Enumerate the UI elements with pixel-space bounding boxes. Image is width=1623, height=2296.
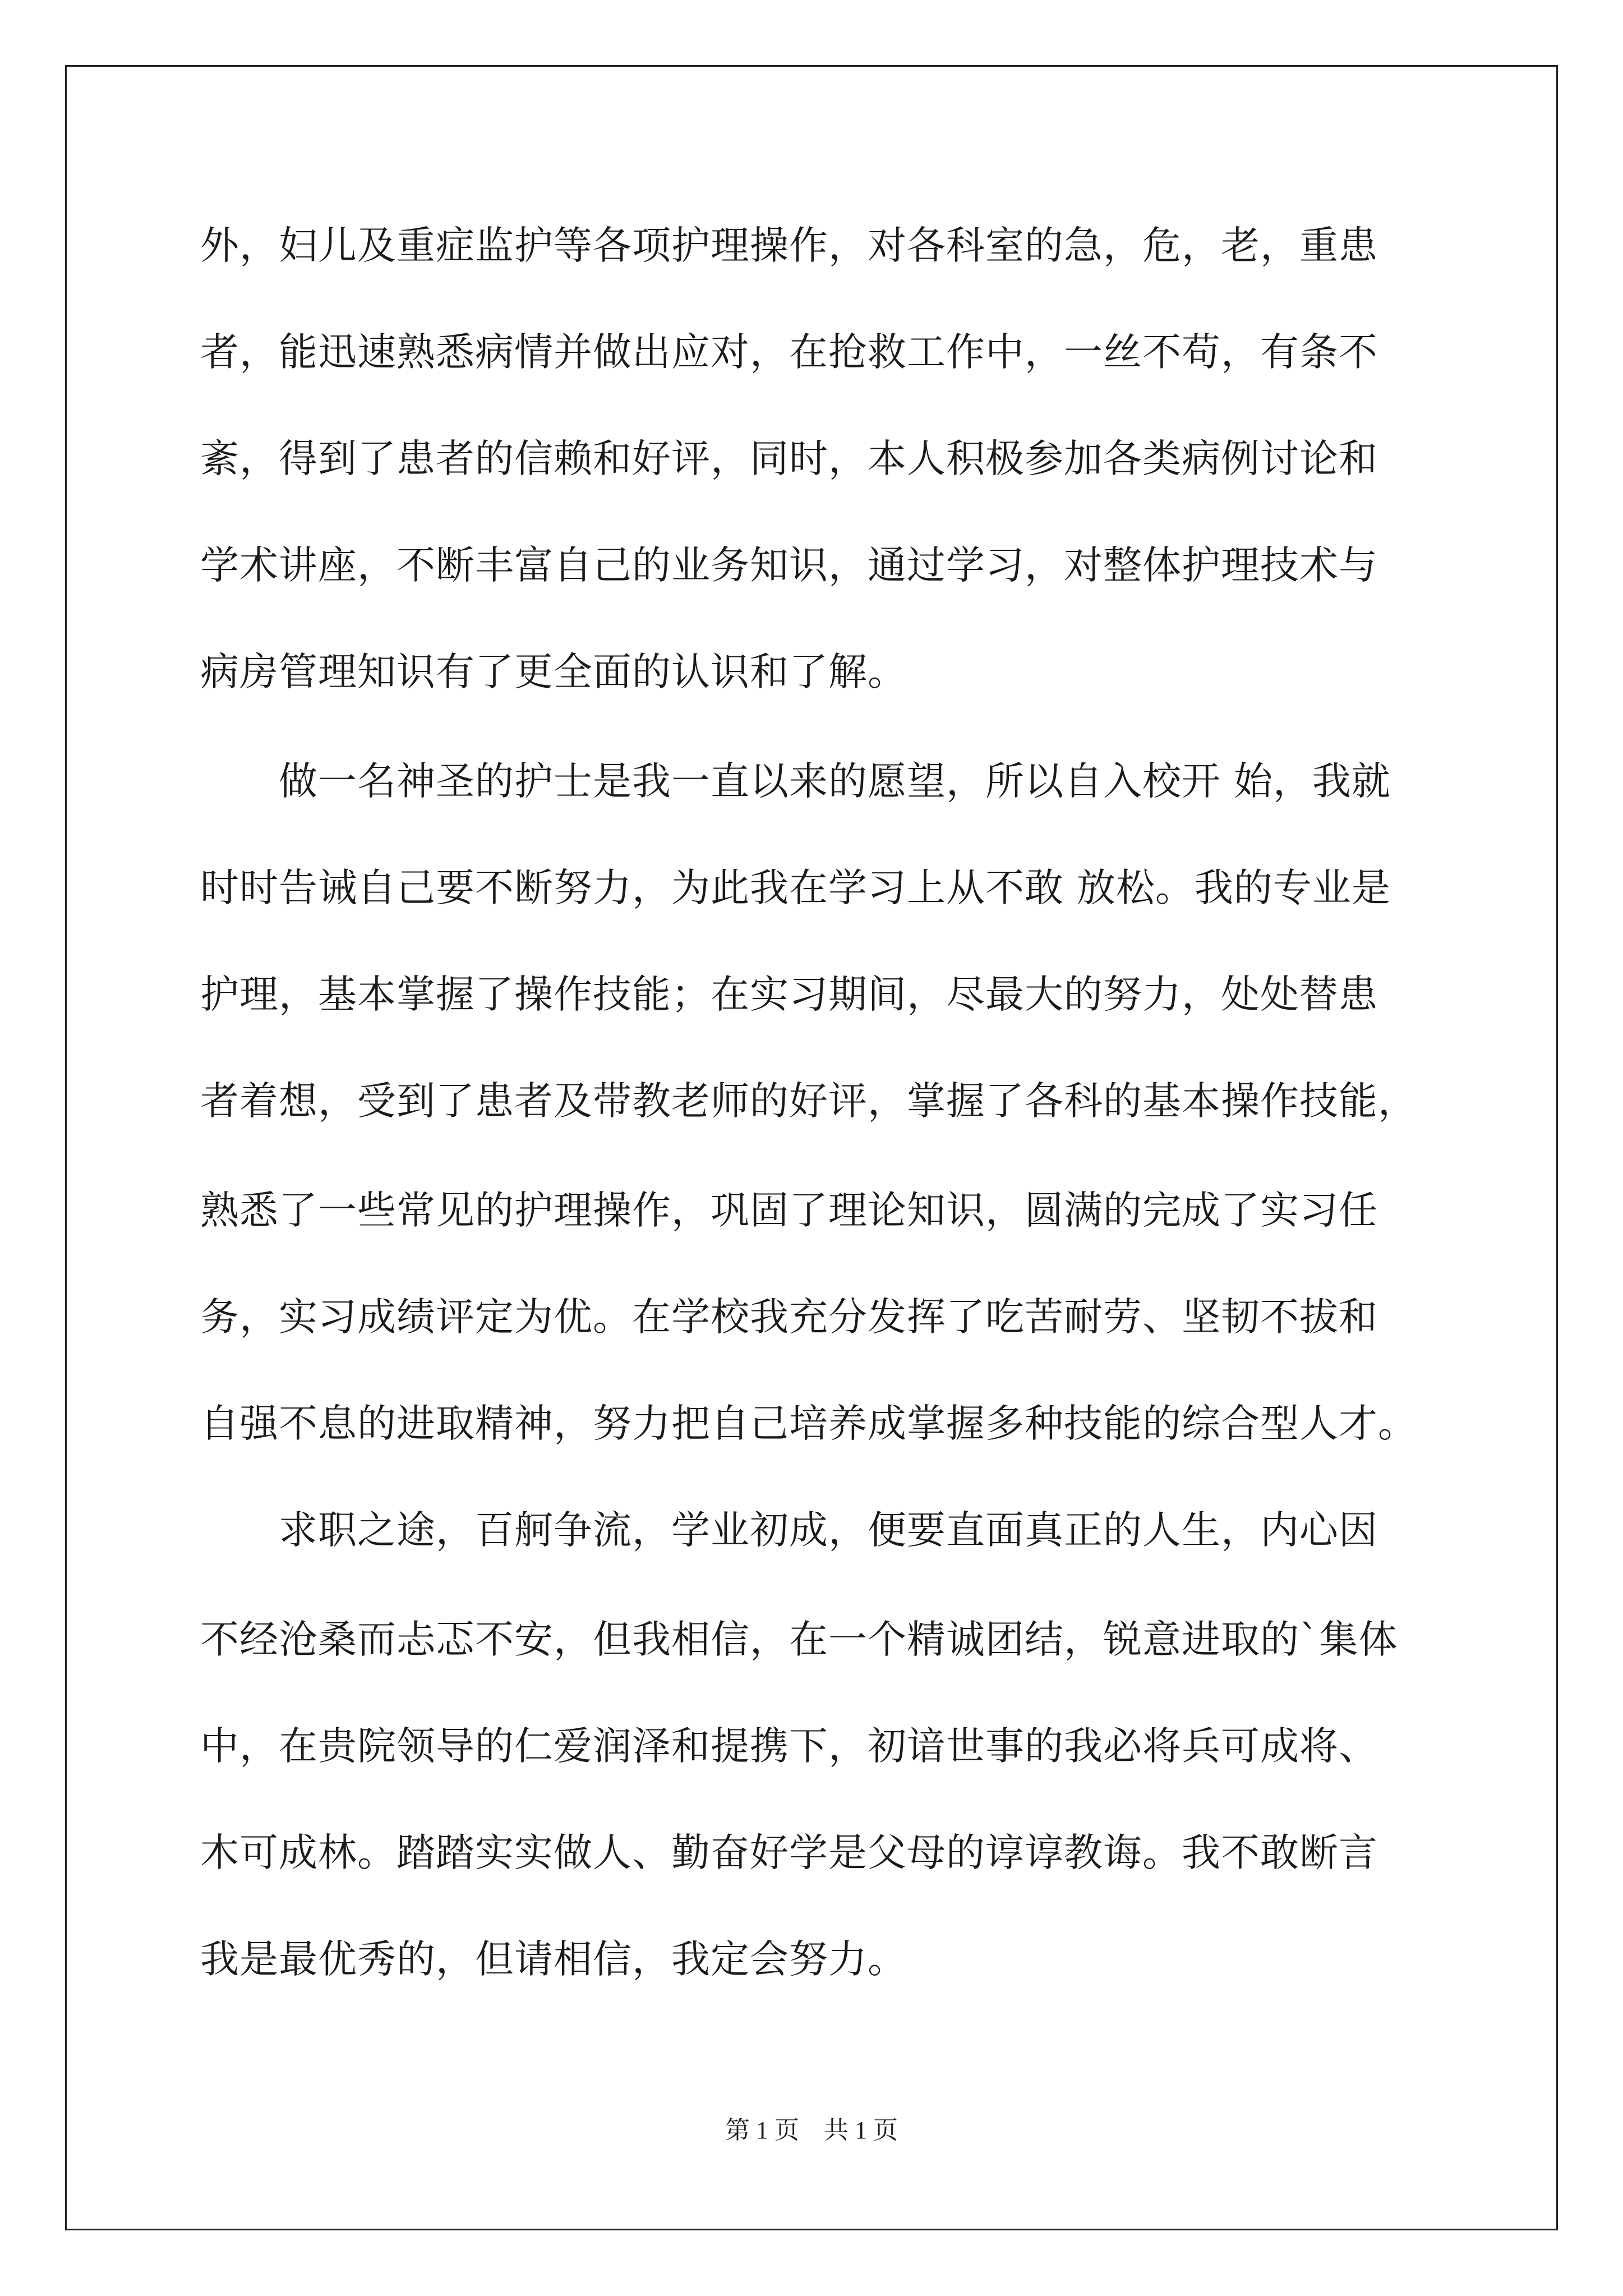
text-line: 不经沧桑而忐忑不安，但我相信，在一个精诚团结，锐意进取的`集体	[200, 1617, 1398, 1662]
text-line: 我是最优秀的，但请相信，我定会努力。	[200, 1937, 907, 1982]
text-line: 中，在贵院领导的仁爱润泽和提携下，初谙世事的我必将兵可成将、	[200, 1724, 1378, 1769]
text-line: 者着想，受到了患者及带教老师的好评，掌握了各科的基本操作技能，	[200, 1079, 1417, 1124]
text-line: 自强不息的进取精神，努力把自己培养成掌握多种技能的综合型人才。	[200, 1401, 1417, 1446]
text-line: 者，能迅速熟悉病情并做出应对，在抢救工作中，一丝不苟，有条不	[200, 330, 1378, 375]
text-line: 时时告诫自己要不断努力，为此我在学习上从不敢 放松。我的专业是	[200, 866, 1391, 910]
text-line: 熟悉了一些常见的护理操作，巩固了理论知识，圆满的完成了实习任	[200, 1188, 1378, 1233]
text-line: 护理，基本掌握了操作技能；在实习期间，尽最大的努力，处处替患	[200, 972, 1378, 1017]
text-line: 学术讲座，不断丰富自己的业务知识，通过学习，对整体护理技术与	[200, 543, 1378, 588]
text-line: 病房管理知识有了更全面的认识和了解。	[200, 650, 907, 694]
text-line: 求职之途，百舸争流，学业初成，便要直面真正的人生，内心因	[200, 1508, 1378, 1553]
text-line: 做一名神圣的护士是我一直以来的愿望，所以自入校开 始，我就	[200, 759, 1391, 804]
text-line: 紊，得到了患者的信赖和好评，同时，本人积极参加各类病例讨论和	[200, 436, 1378, 481]
page-border	[65, 65, 1558, 2230]
page-footer: 第 1 页 共 1 页	[725, 2116, 898, 2144]
text-line: 务，实习成绩评定为优。在学校我充分发挥了吃苦耐劳、坚韧不拔和	[200, 1295, 1378, 1340]
text-line: 外，妇儿及重症监护等各项护理操作，对各科室的急，危，老，重患	[200, 223, 1378, 268]
text-line: 木可成林。踏踏实实做人、勤奋好学是父母的谆谆教诲。我不敢断言	[200, 1830, 1378, 1875]
